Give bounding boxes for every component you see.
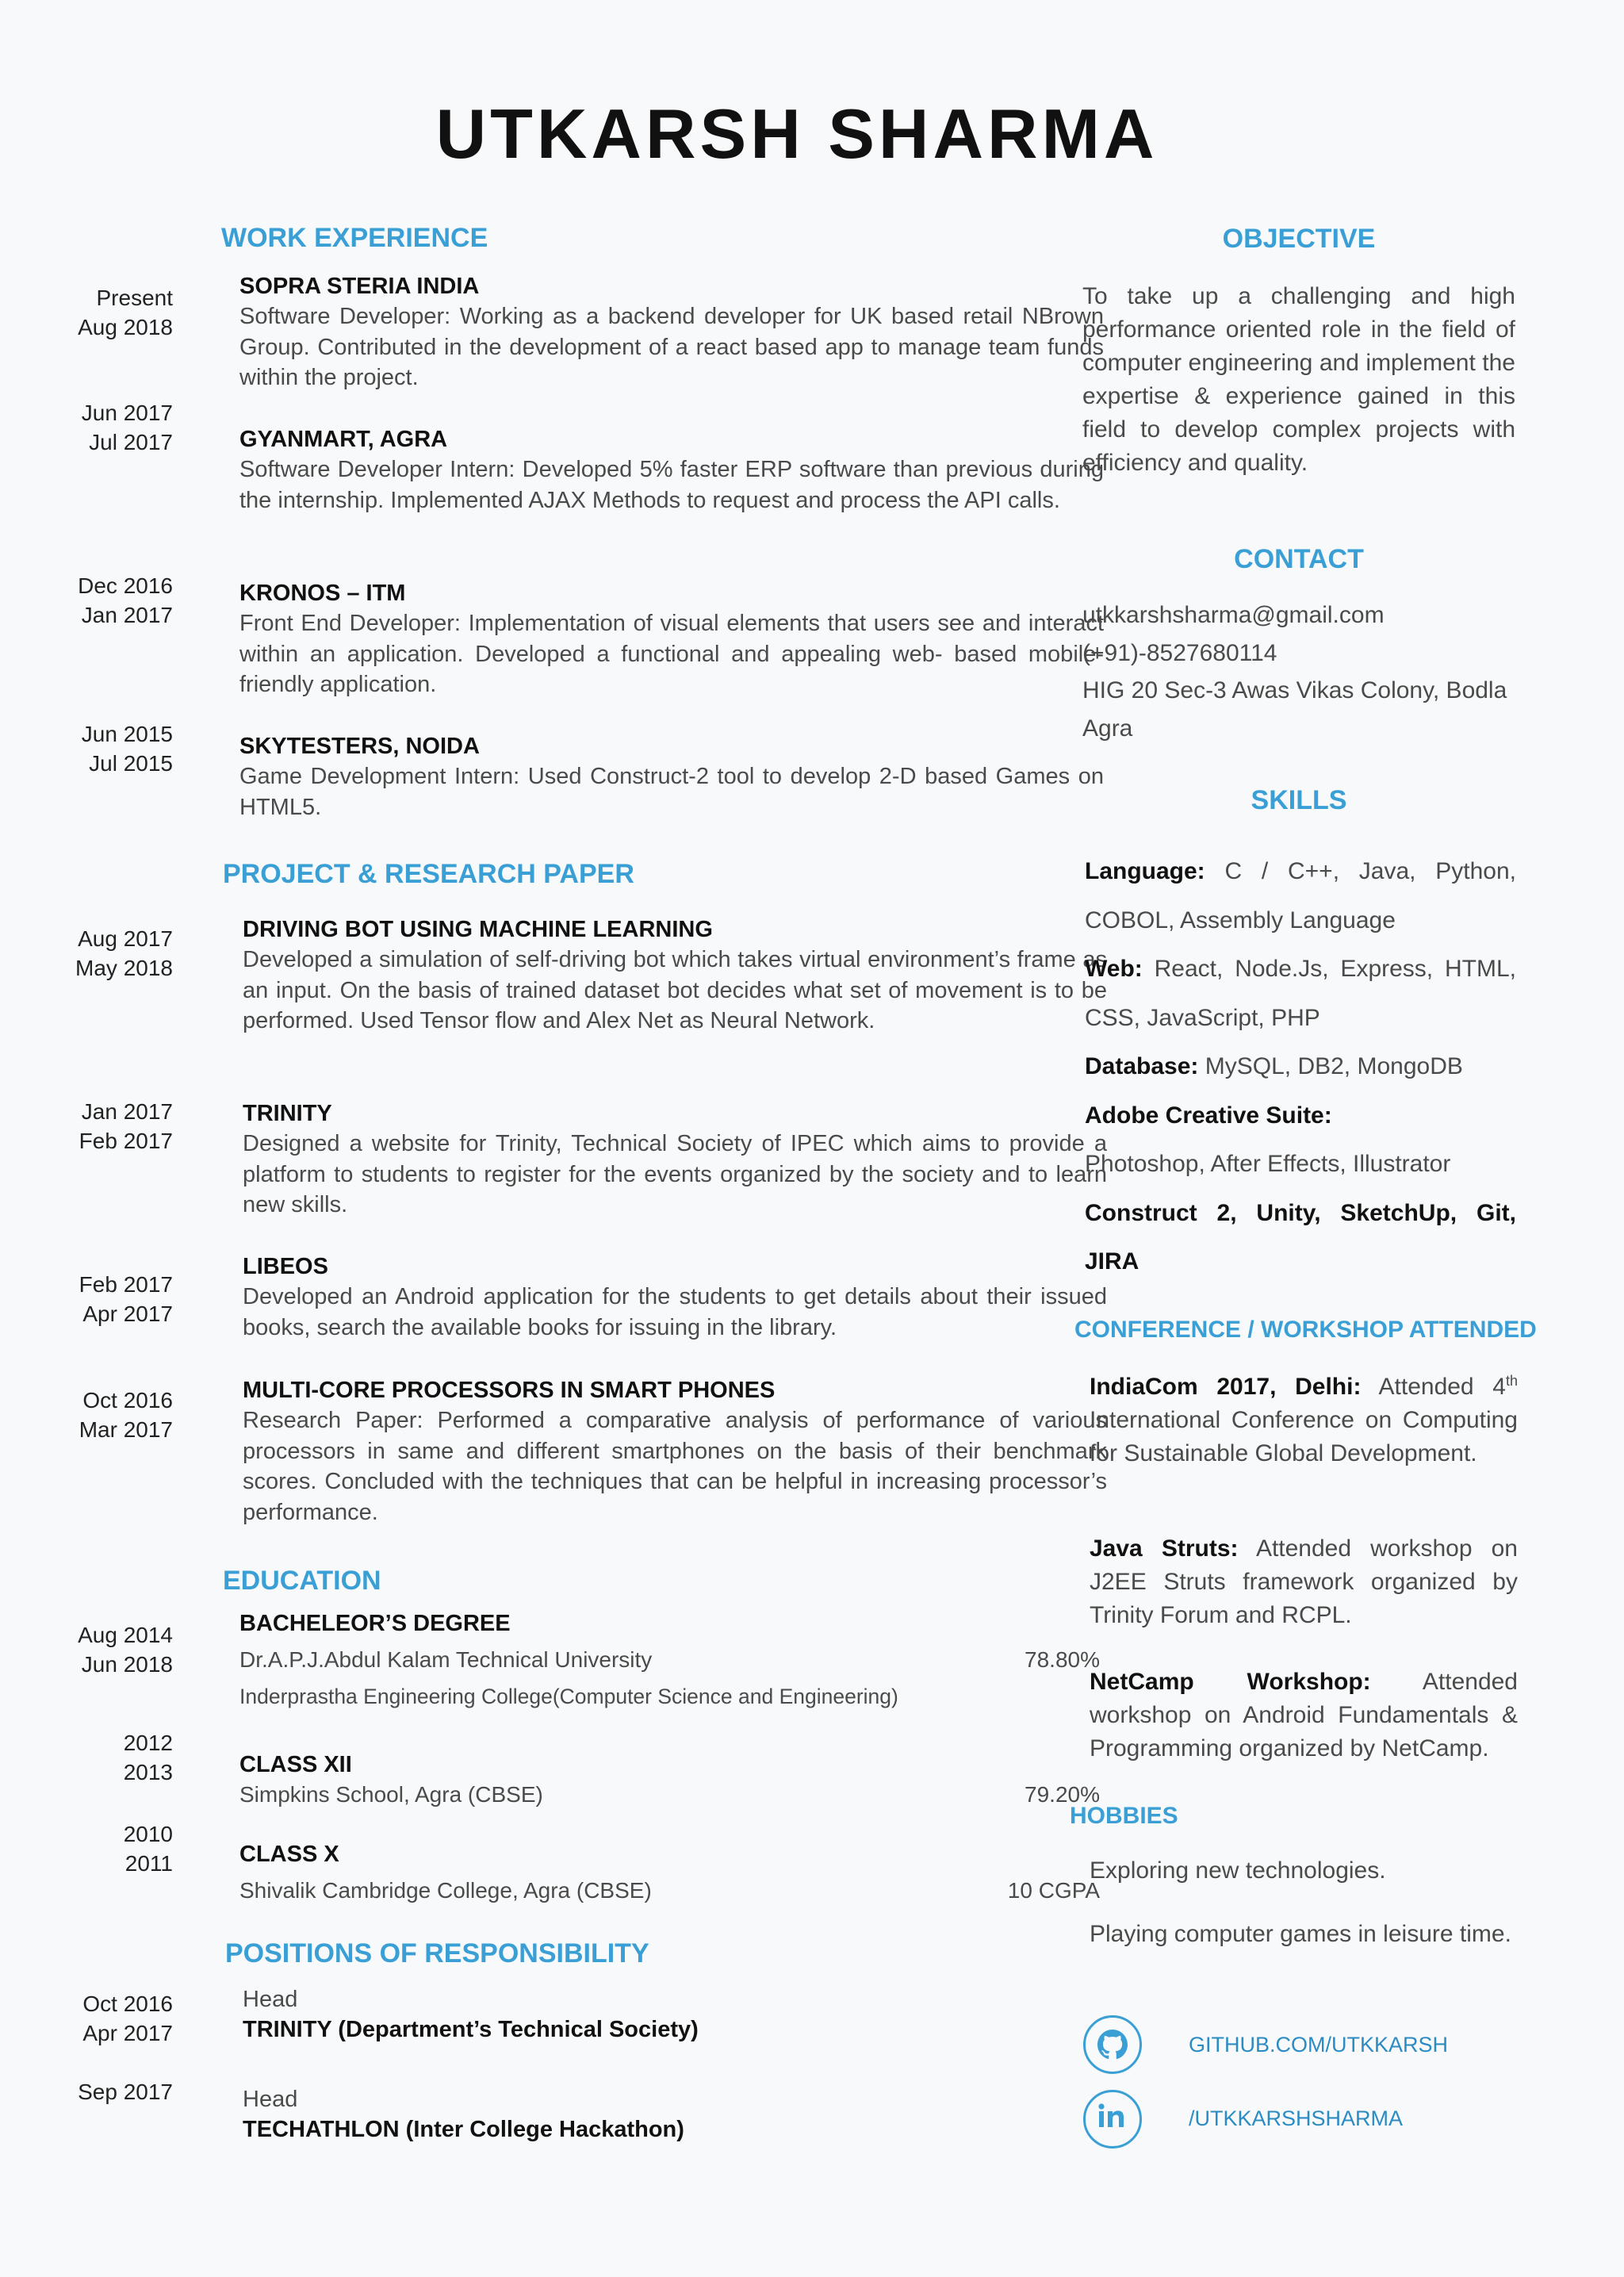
- work-entry: [239, 731, 1104, 822]
- education-heading: EDUCATION: [223, 1566, 381, 1596]
- projects-heading: PROJECT & RESEARCH PAPER: [223, 859, 634, 889]
- position-entry: [243, 2084, 1107, 2145]
- project-description: Research Paper: Performed a comparative analysis of performance of various processors in same and different smartphones on the basis of their benchmark scores. Concluded with the techniques that can be helpful in increasing processor’s performance.: [243, 1408, 1107, 1525]
- work-date-2: Jun 2017 Jul 2017: [81, 401, 173, 454]
- contact-phone: (+91)-8527680114: [1082, 639, 1277, 666]
- skill-adobe: Photoshop, After Effects, Illustrator: [1085, 1151, 1451, 1177]
- education-title: CLASS X: [239, 1842, 339, 1867]
- work-date-4: Jun 2015 Jul 2015: [81, 722, 173, 776]
- project-title: DRIVING BOT USING MACHINE LEARNING: [243, 917, 713, 942]
- conference-heading: CONFERENCE / WORKSHOP ATTENDED: [1074, 1317, 1537, 1343]
- resume-name: UTKARSH SHARMA: [435, 94, 1159, 173]
- project-description: Developed a simulation of self-driving bot which takes virtual environment’s frame as an input. On the basis of trained dataset bot decides what set of movement is to be performed. Used Tensor flow and Alex Net as Neural Network.: [243, 947, 1107, 1033]
- position-role: Head: [243, 1987, 298, 2012]
- skills-heading: SKILLS: [1251, 785, 1347, 815]
- position-entry: [243, 1984, 1107, 2045]
- education-college: Inderprastha Engineering College(Computer Science and Engineering): [239, 1685, 898, 1708]
- skill-database: Database: MySQL, DB2, MongoDB: [1085, 1053, 1463, 1079]
- work-date-1: Present Aug 2018: [78, 286, 173, 339]
- position-org: TECHATHLON (Inter College Hackathon): [243, 2117, 684, 2142]
- skill-web: Web: React, Node.Js, Express, HTML, CSS, JavaScript, PHP: [1085, 956, 1516, 1031]
- linkedin-link[interactable]: /UTKKARSHSHARMA: [1189, 2106, 1404, 2130]
- objective-text: To take up a challenging and high performance oriented role in the field of computer engineering and implement the expertise & experience gained in this field to develop complex projects with efficiency and quality.: [1082, 283, 1515, 476]
- position-date-1: Oct 2016 Apr 2017: [82, 1991, 173, 2045]
- work-date-3: Dec 2016 Jan 2017: [78, 573, 173, 627]
- project-entry: [243, 1252, 1107, 1343]
- contact-email: utkkarshsharma@gmail.com: [1082, 602, 1385, 628]
- education-entry: [239, 1750, 1104, 1810]
- education-title: CLASS XII: [239, 1752, 352, 1777]
- work-title: SKYTESTERS, NOIDA: [239, 734, 480, 759]
- project-entry: [243, 1375, 1107, 1528]
- work-experience-heading: WORK EXPERIENCE: [221, 223, 488, 253]
- contact-city: Agra: [1082, 715, 1133, 742]
- skills-list: [1085, 847, 1516, 1286]
- hobby-item: Playing computer games in leisure time.: [1090, 1921, 1511, 1947]
- education-institution: Simpkins School, Agra (CBSE): [239, 1782, 543, 1807]
- project-date-2: Jan 2017 Feb 2017: [79, 1099, 173, 1153]
- project-description: Developed an Android application for the students to get details about their issued books, search the available books for issuing in the library.: [243, 1284, 1107, 1340]
- education-score: 79.20%: [1025, 1782, 1100, 1807]
- positions-heading: POSITIONS OF RESPONSIBILITY: [225, 1938, 649, 1968]
- conference-item: IndiaCom 2017, Delhi: Attended 4th International Conference on Computing for Sustainable Global Development.: [1090, 1373, 1519, 1466]
- skill-adobe-label: Adobe Creative Suite:: [1085, 1102, 1332, 1129]
- work-description: Software Developer Intern: Developed 5% faster ERP software than previous during the internship. Implemented AJAX Methods to request and process the API calls.: [239, 457, 1104, 513]
- position-role: Head: [243, 2087, 298, 2112]
- contact-address: HIG 20 Sec-3 Awas Vikas Colony, Bodla: [1082, 677, 1507, 703]
- work-description: Game Development Intern: Used Construct-2 tool to develop 2-D based Games on HTML5.: [239, 764, 1104, 820]
- conference-item: Java Struts: Attended workshop on J2EE Struts framework organized by Trinity Forum and RCPL.: [1090, 1535, 1518, 1628]
- education-institution-row: [239, 1645, 1100, 1675]
- work-title: KRONOS – ITM: [239, 581, 406, 606]
- education-score: 78.80%: [1025, 1647, 1100, 1672]
- project-entry: [243, 1098, 1107, 1221]
- education-title: BACHELEOR’S DEGREE: [239, 1611, 511, 1636]
- skill-other: Construct 2, Unity, SketchUp, Git, JIRA: [1085, 1199, 1516, 1275]
- contact-block: [1082, 596, 1515, 747]
- education-date-2: 2012 2013: [123, 1731, 173, 1784]
- education-date-1: Aug 2014 Jun 2018: [78, 1623, 173, 1677]
- hobbies-heading: HOBBIES: [1070, 1803, 1178, 1829]
- education-entry: [239, 1839, 1104, 1906]
- project-date-1: Aug 2017 May 2018: [75, 926, 173, 980]
- project-title: TRINITY: [243, 1101, 332, 1126]
- work-title: GYANMART, AGRA: [239, 427, 448, 452]
- project-title: LIBEOS: [243, 1254, 328, 1279]
- project-date-3: Feb 2017 Apr 2017: [79, 1272, 173, 1326]
- education-institution-row: [239, 1780, 1100, 1810]
- github-link[interactable]: GITHUB.COM/UTKKARSH: [1189, 2033, 1449, 2057]
- skill-language: Language: C / C++, Java, Python, COBOL, Assembly Language: [1085, 858, 1516, 933]
- github-icon[interactable]: [1083, 2015, 1142, 2074]
- work-description: Front End Developer: Implementation of visual elements that users see and interact within an application. Developed a functional and appealing web- based mobile-friendly application.: [239, 611, 1104, 697]
- education-entry: [239, 1608, 1104, 1712]
- contact-heading: CONTACT: [1234, 544, 1364, 574]
- project-description: Designed a website for Trinity, Technical Society of IPEC which aims to provide a platform to students to register for the events organized by the society and to learn new skills.: [243, 1131, 1107, 1217]
- linkedin-icon[interactable]: [1083, 2090, 1142, 2149]
- position-org: TRINITY (Department’s Technical Society): [243, 2017, 699, 2042]
- project-entry: [243, 914, 1107, 1037]
- education-institution: Shivalik Cambridge College, Agra (CBSE): [239, 1878, 652, 1903]
- education-date-3: 2010 2011: [123, 1822, 173, 1876]
- conference-item: NetCamp Workshop: Attended workshop on Android Fundamentals & Programming organized by NetCamp.: [1090, 1669, 1518, 1761]
- work-entry: [239, 578, 1104, 700]
- project-title: MULTI-CORE PROCESSORS IN SMART PHONES: [243, 1378, 776, 1403]
- education-institution: Dr.A.P.J.Abdul Kalam Technical University: [239, 1647, 653, 1672]
- hobby-item: Exploring new technologies.: [1090, 1857, 1386, 1884]
- work-entry: [239, 271, 1104, 393]
- work-title: SOPRA STERIA INDIA: [239, 274, 480, 299]
- position-date-2: Sep 2017: [78, 2080, 173, 2104]
- work-description: Software Developer: Working as a backend developer for UK based retail NBrown Group. Contributed in the development of a react based app to manage team funds within the project.: [239, 304, 1104, 390]
- work-entry: [239, 424, 1104, 516]
- objective-heading: OBJECTIVE: [1222, 224, 1376, 254]
- project-date-4: Oct 2016 Mar 2017: [79, 1388, 173, 1442]
- education-institution-row: [239, 1876, 1100, 1906]
- education-score: 10 CGPA: [1007, 1878, 1100, 1903]
